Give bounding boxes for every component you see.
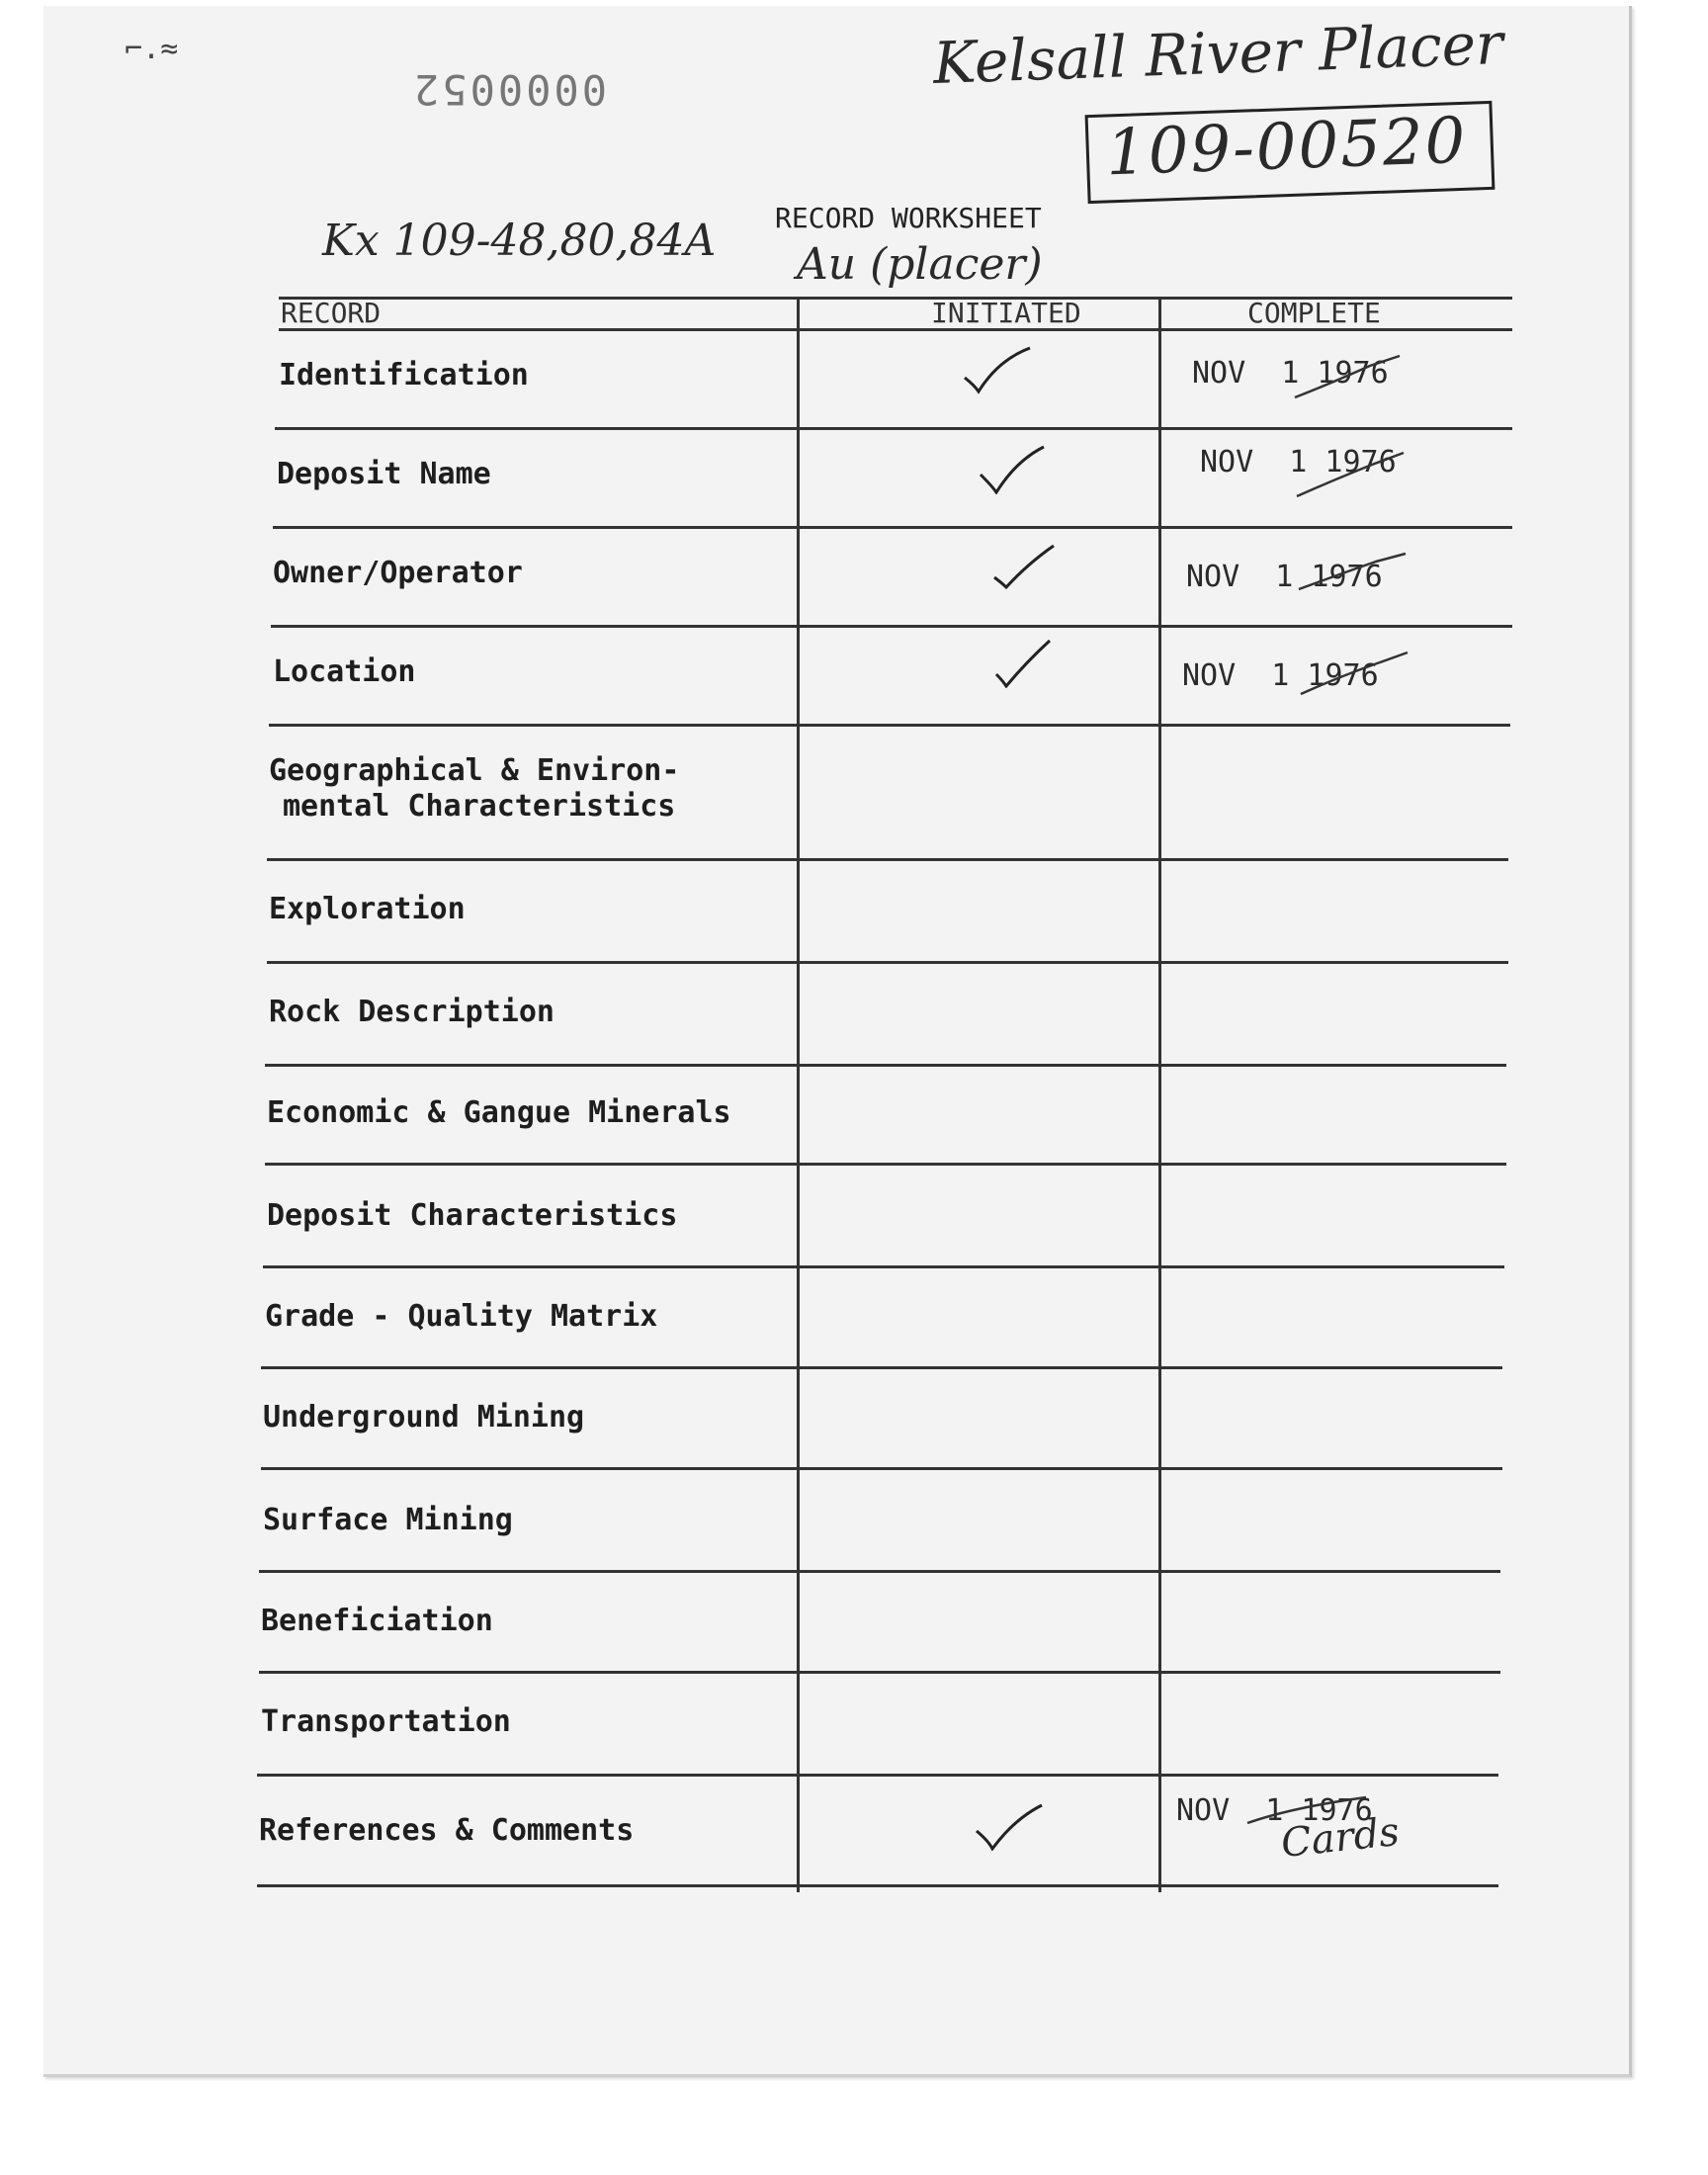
complete-date: NOV 1 1976 — [1176, 1793, 1373, 1828]
record-label-deposit-characteristics: Deposit Characteristics — [267, 1198, 678, 1233]
row-rule — [273, 526, 1512, 529]
row-rule — [271, 625, 1512, 628]
checkmark-icon — [975, 1801, 1044, 1851]
record-label-beneficiation: Beneficiation — [261, 1604, 493, 1638]
record-label-geographical — [269, 753, 679, 825]
row-rule — [259, 1570, 1500, 1573]
record-label-location: Location — [273, 654, 416, 689]
column-header-record: RECORD — [281, 297, 382, 329]
row-rule — [265, 1163, 1506, 1166]
row-rule — [259, 1671, 1500, 1674]
corner-scribble: ⌐.≈ — [125, 32, 179, 66]
stamp-number: 0000052 — [411, 65, 608, 114]
record-label-transportation: Transportation — [261, 1704, 511, 1739]
row-rule — [261, 1467, 1502, 1470]
complete-date: NOV 1 1976 — [1182, 658, 1379, 693]
record-label-geographical-line1: Geographical & Environ- — [269, 753, 680, 788]
record-id: 109-00520 — [1104, 104, 1469, 191]
sheet-title: RECORD WORKSHEET — [775, 202, 1042, 234]
checkmark-icon — [992, 544, 1062, 593]
initial-mark — [1291, 354, 1409, 403]
row-rule — [267, 961, 1508, 964]
record-label-underground-mining: Underground Mining — [263, 1400, 585, 1435]
column-divider-left — [797, 299, 800, 1892]
record-label-identification: Identification — [279, 358, 529, 392]
column-header-initiated: INITIATED — [931, 297, 1081, 329]
record-label-rock-description: Rock Description — [269, 995, 555, 1029]
row-rule — [263, 1265, 1504, 1268]
row-rule — [269, 724, 1510, 727]
row-rule — [261, 1366, 1502, 1369]
column-divider-right — [1158, 297, 1161, 1892]
checkmark-icon — [979, 445, 1048, 494]
record-label-geographical-line2: mental Characteristics — [283, 789, 676, 824]
column-header-complete: COMPLETE — [1247, 297, 1381, 329]
initial-mark — [1295, 651, 1413, 700]
record-label-references-comments: References & Comments — [259, 1813, 635, 1848]
record-label-deposit-name: Deposit Name — [277, 457, 491, 491]
complete-date: NOV 1 1976 — [1192, 356, 1389, 391]
initial-mark — [1293, 451, 1411, 500]
handwritten-note: Cards — [1278, 1808, 1402, 1868]
handwritten-deposit-title: Kelsall River Placer — [931, 9, 1504, 98]
record-label-economic-minerals: Economic & Gangue Minerals — [267, 1095, 731, 1130]
row-rule — [267, 858, 1508, 861]
row-rule — [257, 1774, 1498, 1777]
record-label-exploration: Exploration — [269, 892, 466, 926]
table-bottom-rule — [257, 1884, 1498, 1887]
series-reference: Kx 109-48,80,84A — [322, 216, 717, 266]
worksheet-page — [43, 6, 1632, 2077]
row-rule — [265, 1064, 1506, 1067]
commodity: Au (placer) — [797, 239, 1043, 290]
checkmark-icon — [994, 639, 1064, 688]
record-label-surface-mining: Surface Mining — [263, 1503, 513, 1537]
complete-date: NOV 1 1976 — [1186, 560, 1383, 594]
record-label-owner-operator: Owner/Operator — [273, 556, 523, 590]
checkmark-icon — [963, 346, 1032, 395]
initial-mark — [1293, 550, 1411, 599]
record-label-grade-quality: Grade - Quality Matrix — [265, 1299, 658, 1334]
row-rule — [275, 427, 1512, 430]
complete-date: NOV 1 1976 — [1200, 445, 1397, 479]
